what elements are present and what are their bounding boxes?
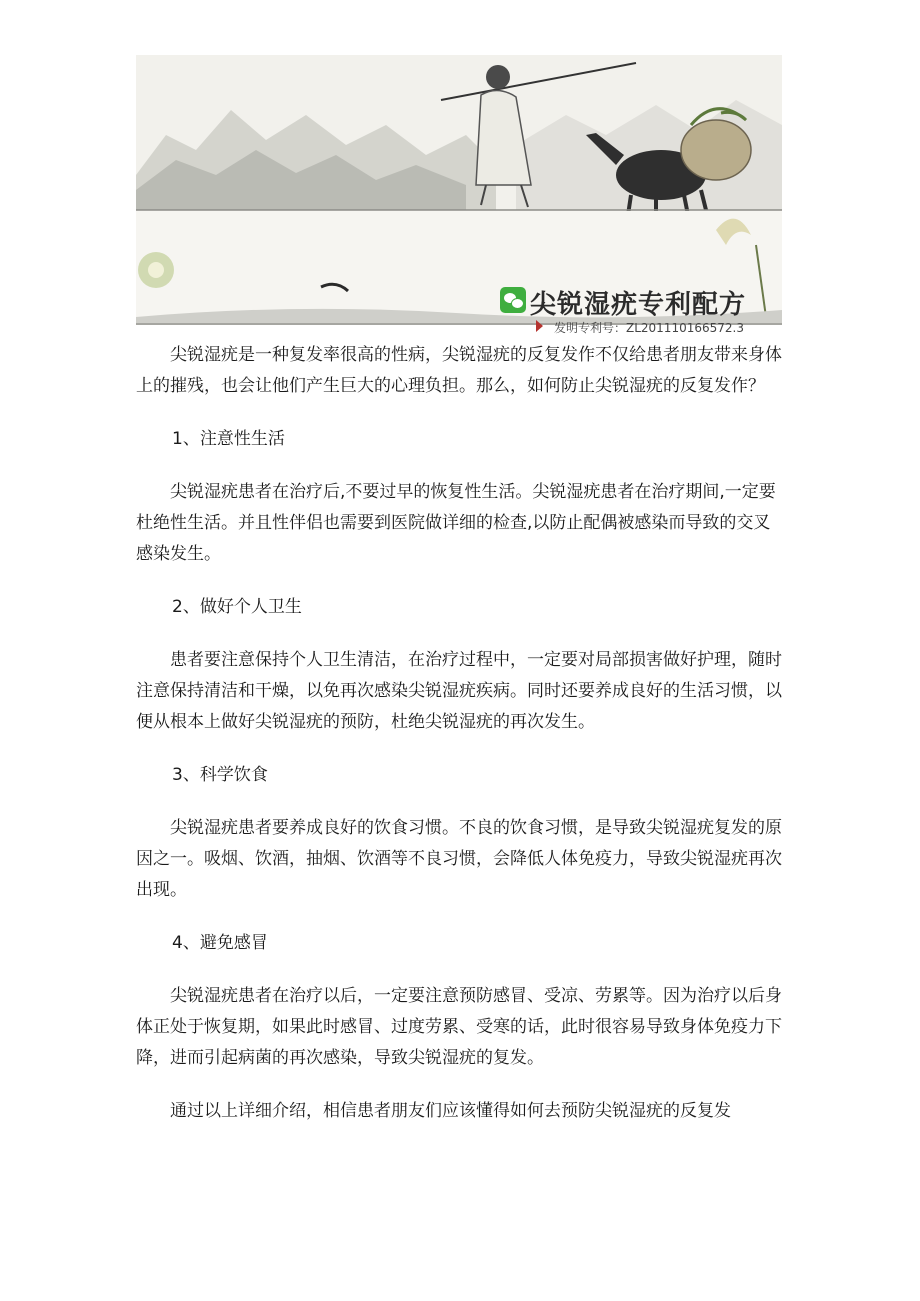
article-body bbox=[136, 340, 786, 1127]
patent-icon bbox=[536, 320, 543, 332]
section-heading: 4、避免感冒 bbox=[172, 933, 268, 953]
section-heading: 3、科学饮食 bbox=[172, 765, 268, 785]
section-paragraph: 尖锐湿疣患者在治疗以后，一定要注意预防感冒、受凉、劳累等。因为治疗以后身体正处于恢复期，如果此时感冒、过度劳累、受寒的话，此时很容易导致身体免疫力下降，进而引起病菌的再次感染，导致尖锐湿疣的复发。 bbox=[136, 986, 782, 1068]
closing-paragraph: 通过以上详细介绍，相信患者朋友们应该懂得如何去预防尖锐湿疣的反复发 bbox=[170, 1101, 731, 1121]
section-paragraph: 尖锐湿疣患者在治疗后,不要过早的恢复性生活。尖锐湿疣患者在治疗期间,一定要杜绝性生活。并且性伴侣也需要到医院做详细的检查,以防止配偶被感染而导致的交叉感染发生。 bbox=[136, 482, 776, 564]
section-heading: 2、做好个人卫生 bbox=[172, 597, 302, 617]
section-heading: 1、注意性生活 bbox=[172, 429, 285, 449]
intro-paragraph: 尖锐湿疣是一种复发率很高的性病，尖锐湿疣的反复发作不仅给患者朋友带来身体上的摧残，也会让他们产生巨大的心理负担。那么，如何防止尖锐湿疣的反复发作？ bbox=[136, 345, 782, 396]
banner-title: 尖锐湿疣专利配方 bbox=[530, 290, 747, 320]
section-paragraph: 尖锐湿疣患者要养成良好的饮食习惯。不良的饮食习惯，是导致尖锐湿疣复发的原因之一。吸烟、饮酒，抽烟、饮酒等不良习惯，会降低人体免疫力，导致尖锐湿疣再次出现。 bbox=[136, 818, 782, 900]
header-banner bbox=[136, 55, 782, 335]
wechat-icon bbox=[500, 287, 526, 313]
patent-number: 发明专利号：ZL201110166572.3 bbox=[554, 321, 744, 335]
section-paragraph: 患者要注意保持个人卫生清洁，在治疗过程中，一定要对局部损害做好护理，随时注意保持清洁和干燥，以免再次感染尖锐湿疣疾病。同时还要养成良好的生活习惯，以便从根本上做好尖锐湿疣的预防，杜绝尖锐湿疣的再次发生。 bbox=[136, 650, 782, 732]
